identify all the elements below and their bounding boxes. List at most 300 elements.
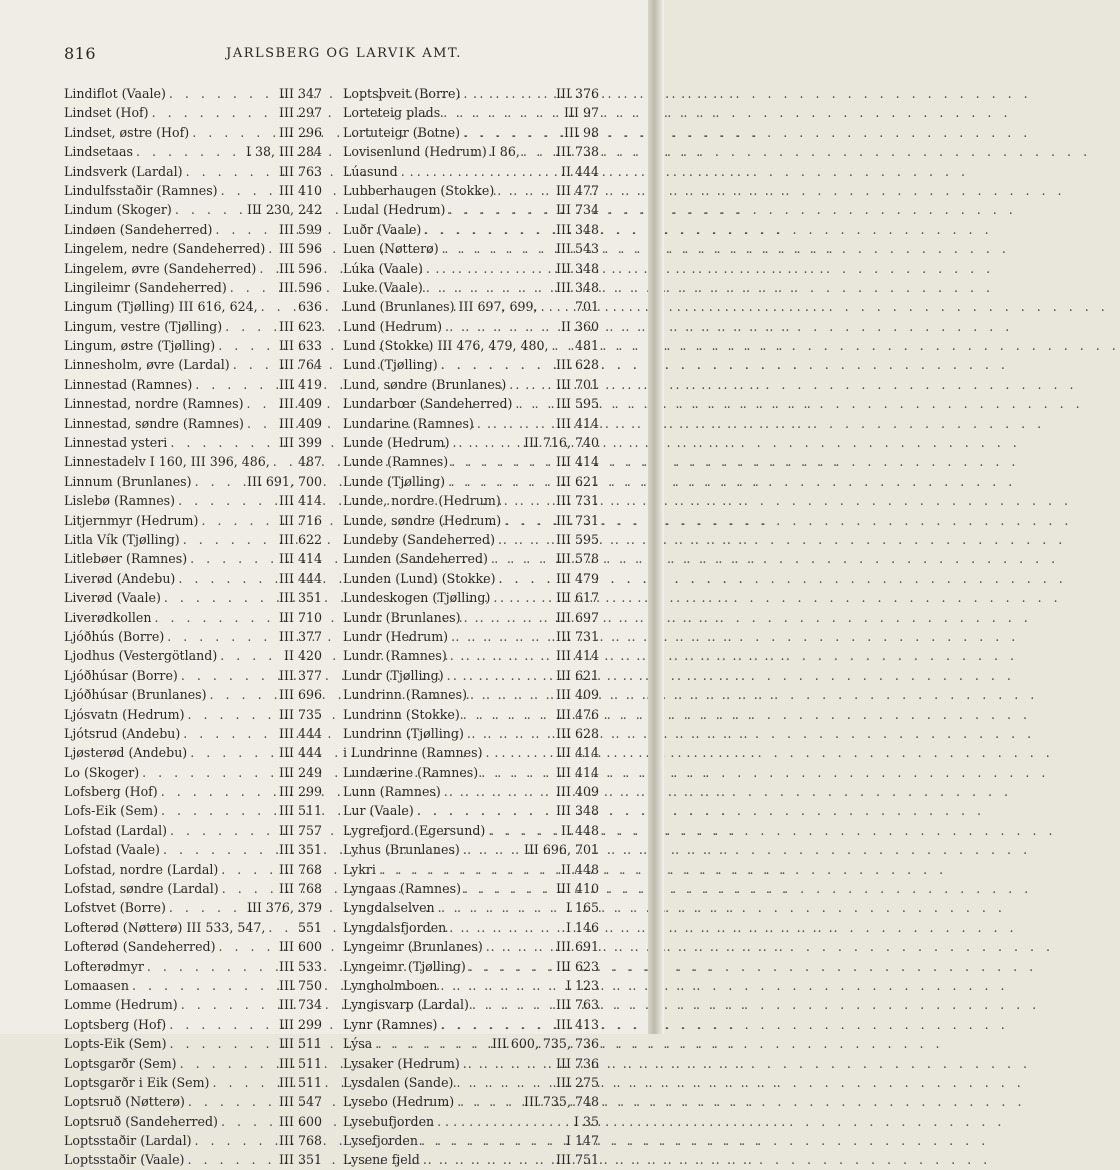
entry-name: Lingum, østre (Tjølling): [64, 338, 216, 354]
entry-name: Lunden (Sandeherred): [343, 551, 488, 567]
index-entry: [64, 937, 322, 956]
index-entry: [343, 937, 599, 956]
entry-name: Loptsstaðir (Vaale): [64, 1152, 185, 1168]
entry-reference: III 348: [556, 260, 599, 276]
page-number: 816: [64, 44, 97, 63]
dot-leader: [247, 414, 276, 433]
entry-reference: III 691: [556, 939, 599, 955]
entry-name: Ludal (Hedrum): [343, 202, 446, 218]
index-entry: [64, 355, 322, 374]
entry-name: Lyngisvarp (Lardal): [343, 997, 469, 1013]
dot-leader: [273, 452, 295, 471]
dot-leader: [421, 1131, 563, 1150]
dot-leader: [212, 1073, 276, 1092]
index-entry: [343, 1034, 599, 1053]
index-entry: [343, 1131, 599, 1150]
dot-leader: [261, 297, 295, 316]
entry-name: Lunden (Lund) (Stokke): [343, 570, 496, 586]
dot-leader: [230, 278, 276, 297]
entry-reference: I 146: [565, 919, 599, 935]
running-title: JARLSBERG OG LARVIK AMT.: [226, 46, 462, 61]
entry-name: Lunde (Tjølling): [343, 473, 446, 489]
entry-name: Loptsþveit (Borre): [343, 86, 461, 101]
index-entry: [343, 1015, 599, 1034]
index-entry: [343, 103, 599, 122]
dot-leader: [470, 685, 553, 704]
dot-leader: [441, 355, 553, 374]
entry-reference: III 623: [279, 318, 322, 334]
dot-leader: [552, 336, 572, 355]
entry-reference: 551: [297, 919, 322, 935]
entry-reference: II 448: [561, 861, 599, 877]
entry-reference: III 377: [279, 667, 322, 683]
index-entry: [343, 549, 599, 568]
entry-name: Lomaasen: [64, 977, 129, 993]
index-entry: [343, 763, 599, 782]
entry-name: Lyngdalsfjorden: [343, 919, 447, 935]
entry-reference: III 511: [279, 803, 322, 819]
index-entry: [343, 278, 599, 297]
entry-name: i Lundrinne (Ramnes): [343, 745, 483, 761]
entry-name: Lundarine (Ramnes): [343, 415, 474, 431]
entry-name: Lyhus (Brunlanes): [343, 842, 460, 858]
entry-reference: III 414: [556, 764, 599, 780]
entry-reference: III 444: [279, 725, 322, 741]
entry-name: Luke (Vaale): [343, 279, 423, 295]
dot-leader: [147, 957, 276, 976]
entry-reference: III 710: [279, 609, 322, 625]
index-entry: [343, 705, 599, 724]
index-entry: [343, 898, 599, 917]
dot-leader: [170, 821, 276, 840]
entry-reference: III 413: [556, 1016, 599, 1032]
dot-leader: [190, 549, 276, 568]
index-entry: [64, 375, 322, 394]
dot-leader: [438, 898, 563, 917]
entry-name: Lysebufjorden: [343, 1113, 435, 1129]
entry-reference: III 348: [556, 221, 599, 237]
dot-leader: [457, 1092, 521, 1111]
entry-reference: III 736: [556, 1055, 599, 1071]
entry-name: Lindøen (Sandeherred): [64, 221, 213, 237]
index-entry: [343, 142, 599, 161]
index-entry: [64, 142, 322, 161]
index-entry: [343, 181, 599, 200]
entry-name: Lúasund: [343, 163, 398, 179]
entry-reference: III 376, 379: [246, 900, 322, 916]
entry-reference: III 547: [279, 1094, 322, 1110]
dot-leader: [183, 530, 276, 549]
dot-leader: [167, 627, 276, 646]
index-entry: [64, 898, 322, 917]
entry-name: Lopts-Eik (Sem): [64, 1036, 167, 1052]
entry-reference: 487: [297, 454, 322, 470]
entry-name: Lyngeimr (Brunlanes): [343, 939, 483, 955]
index-entry: [343, 918, 599, 937]
dot-leader: [220, 646, 281, 665]
entry-name: Lofstvet (Borre): [64, 900, 166, 916]
entry-name: Lingelem, nedre (Sandeherred): [64, 241, 266, 257]
entry-reference: III 414: [279, 493, 322, 509]
entry-reference: I 38, III 284: [246, 144, 322, 160]
entry-reference: III 738: [556, 144, 599, 160]
entry-name: Lur (Vaale): [343, 803, 414, 819]
dot-leader: [485, 743, 553, 762]
entry-name: Liverød (Andebu): [64, 570, 176, 586]
entry-name: Lortuteigr (Botne): [343, 124, 461, 140]
entry-name: Lysebo (Hedrum): [343, 1094, 455, 1110]
entry-reference: III 621: [556, 473, 599, 489]
index-entry: [343, 1073, 599, 1092]
entry-name: Lundærine (Ramnes): [343, 764, 479, 780]
entry-name: Lunde (Hedrum): [343, 435, 450, 451]
entry-name: Luðr (Vaale): [343, 221, 422, 237]
index-entry: [64, 530, 322, 549]
index-entry: [343, 860, 599, 879]
entry-name: Liverød (Vaale): [64, 590, 161, 606]
dot-leader: [259, 259, 276, 278]
entry-name: Lunn (Ramnes): [343, 784, 441, 800]
entry-reference: III 409: [279, 415, 322, 431]
entry-name: Lundeskogen (Tjølling): [343, 590, 491, 606]
entry-reference: III 701: [556, 376, 599, 392]
entry-reference: III 409: [556, 784, 599, 800]
dot-leader: [178, 491, 276, 510]
index-entry: [64, 1054, 322, 1073]
entry-reference: II 444: [561, 163, 599, 179]
index-entry: [64, 511, 322, 530]
entry-name: Lund, søndre (Brunlanes): [343, 376, 507, 392]
dot-leader: [515, 394, 553, 413]
entry-name: Lofstad, søndre (Lardal): [64, 881, 219, 897]
dot-leader: [195, 1131, 277, 1150]
entry-reference: III 596: [279, 241, 322, 257]
entry-reference: III 511: [279, 1055, 322, 1071]
index-entry: [343, 666, 599, 685]
index-entry: [64, 627, 322, 646]
entry-name: Lundr (Tjølling): [343, 667, 444, 683]
index-entry: [64, 472, 322, 491]
entry-name: Linnum (Brunlanes): [64, 473, 192, 489]
entry-name: Lo (Skoger): [64, 764, 140, 780]
index-entry: [343, 995, 599, 1014]
entry-reference: III 628: [556, 725, 599, 741]
dot-leader: [268, 918, 295, 937]
index-entry: [343, 336, 599, 355]
index-entry: [64, 879, 322, 898]
entry-name: Lindum (Skoger): [64, 202, 172, 218]
index-entry: [64, 549, 322, 568]
entry-reference: III 691, 700: [246, 473, 322, 489]
entry-name: Lysaker (Hedrum): [343, 1055, 460, 1071]
index-entry: [64, 394, 322, 413]
dot-leader: [190, 743, 276, 762]
entry-reference: III 600: [279, 939, 322, 955]
dot-leader: [164, 588, 276, 607]
dot-leader: [136, 142, 243, 161]
index-entry: [64, 1112, 322, 1131]
dot-leader: [486, 937, 553, 956]
entry-reference: III 414: [279, 551, 322, 567]
index-entry: [343, 976, 599, 995]
index-entry: [64, 1092, 322, 1111]
index-entry: [64, 705, 322, 724]
entry-reference: II 360: [561, 318, 599, 334]
dot-leader: [187, 1150, 276, 1169]
entry-name: Litjernmyr (Hedrum): [64, 512, 199, 528]
index-entry: [64, 782, 322, 801]
entry-name: Lindsverk (Lardal): [64, 163, 183, 179]
entry-reference: III 97: [564, 105, 599, 121]
entry-name: Ljøsterød (Andebu): [64, 745, 188, 761]
index-entry: [64, 297, 322, 316]
entry-name: Lingelem, øvre (Sandeherred): [64, 260, 257, 276]
entry-name: Loptsruð (Nøtterø): [64, 1094, 185, 1110]
index-entry: [343, 879, 599, 898]
index-entry: [343, 821, 599, 840]
dot-leader: [463, 84, 553, 103]
dot-leader: [423, 1150, 553, 1169]
entry-name: Lofterød (Nøtterø) III 533, 547,: [64, 919, 266, 935]
entry-reference: III 477: [556, 182, 599, 198]
index-entry: [64, 103, 322, 122]
entry-name: Lomme (Hedrum): [64, 997, 178, 1013]
entry-name: Lingum, vestre (Tjølling): [64, 318, 223, 334]
index-entry: [64, 918, 322, 937]
dot-leader: [180, 1054, 276, 1073]
dot-leader: [195, 472, 244, 491]
index-column-left: [64, 84, 322, 1170]
entry-reference: III 347: [279, 86, 322, 101]
index-entry: [64, 414, 322, 433]
index-entry: [64, 666, 322, 685]
index-entry: [64, 801, 322, 820]
entry-reference: III 399: [279, 435, 322, 451]
entry-reference: III 578: [556, 551, 599, 567]
index-entry: [64, 743, 322, 762]
dot-leader: [181, 666, 276, 685]
dot-leader: [161, 782, 276, 801]
entry-name: Ljósvatn (Hedrum): [64, 706, 185, 722]
entry-reference: II 448: [561, 822, 599, 838]
entry-name: Litlebøer (Ramnes): [64, 551, 188, 567]
dot-leader: [233, 355, 276, 374]
dot-leader: [481, 763, 553, 782]
dot-leader: [183, 724, 276, 743]
entry-name: Lindset, østre (Hof): [64, 124, 190, 140]
entry-name: Litla Vík (Tjølling): [64, 531, 180, 547]
entry-name: Lund (Stokke) III 476, 479, 480,: [343, 338, 549, 354]
index-entry: [343, 724, 599, 743]
entry-name: Linnesholm, øvre (Lardal): [64, 357, 230, 373]
entry-name: Lofterød (Sandeherred): [64, 939, 216, 955]
index-entry: [64, 957, 322, 976]
entry-name: Lundarbœr (Sandeherred): [343, 396, 513, 412]
entry-reference: III 409: [279, 396, 322, 412]
entry-reference: III 299: [279, 784, 322, 800]
entry-reference: III 621: [556, 667, 599, 683]
dot-leader: [445, 317, 558, 336]
entry-reference: III 414: [556, 415, 599, 431]
index-entry: [343, 511, 599, 530]
entry-reference: III 410: [556, 881, 599, 897]
entry-name: Lysene fjeld: [343, 1152, 420, 1168]
index-entry: [343, 394, 599, 413]
dot-leader: [448, 200, 553, 219]
dot-leader: [463, 1054, 553, 1073]
dot-leader: [169, 1015, 276, 1034]
entry-reference: III 410: [279, 182, 322, 198]
dot-leader: [221, 1112, 276, 1131]
dot-leader: [504, 491, 553, 510]
entry-name: Lund (Brunlanes) III 697, 699,: [343, 299, 538, 315]
entry-reference: III 734: [556, 202, 599, 218]
dot-leader: [186, 162, 276, 181]
entry-name: Lofstad (Lardal): [64, 822, 168, 838]
index-entry: [343, 1054, 599, 1073]
dot-leader: [448, 472, 553, 491]
dot-leader: [440, 1015, 553, 1034]
index-entry: [343, 162, 599, 181]
entry-reference: III 230, 242: [246, 202, 322, 218]
page-header: [64, 44, 624, 66]
dot-leader: [221, 860, 276, 879]
index-entry: [64, 239, 322, 258]
dot-leader: [523, 142, 553, 161]
entry-name: Lundrinn (Tjølling): [343, 725, 464, 741]
entry-reference: III 716, 740: [523, 435, 599, 451]
entry-reference: III 768: [279, 1133, 322, 1149]
entry-reference: I 165: [565, 900, 599, 916]
dot-leader: [163, 840, 276, 859]
index-entry: [343, 530, 599, 549]
dot-leader: [541, 297, 572, 316]
dot-leader: [219, 937, 277, 956]
dot-leader: [450, 646, 553, 665]
dot-leader: [469, 957, 553, 976]
dot-leader: [444, 782, 553, 801]
entry-name: Lyngholmboen: [343, 977, 438, 993]
entry-name: Lofstad, nordre (Lardal): [64, 861, 219, 877]
entry-name: Loptsgarðr (Sem): [64, 1055, 177, 1071]
index-entry: [343, 569, 599, 588]
entry-reference: III 351: [279, 1152, 322, 1168]
index-entry: [64, 336, 322, 355]
entry-name: Lindsetaas: [64, 144, 134, 160]
entry-reference: III 249: [279, 764, 322, 780]
index-entry: [343, 608, 599, 627]
dot-leader: [181, 995, 276, 1014]
index-entry: [343, 588, 599, 607]
entry-reference: III 409: [556, 687, 599, 703]
index-entry: [343, 801, 599, 820]
entry-name: Loptsgarðr i Eik (Sem): [64, 1074, 210, 1090]
dot-leader: [417, 801, 553, 820]
entry-reference: III 595: [556, 531, 599, 547]
dot-leader: [443, 103, 561, 122]
index-entry: [343, 685, 599, 704]
entry-name: Linnestad, søndre (Ramnes): [64, 415, 244, 431]
index-entry: [343, 239, 599, 258]
dot-leader: [497, 181, 553, 200]
entry-reference: III 763: [279, 163, 322, 179]
entry-name: Lysefjorden: [343, 1133, 418, 1149]
entry-name: Lund (Hedrum): [343, 318, 443, 334]
index-entry: [343, 957, 599, 976]
dot-leader: [195, 375, 276, 394]
entry-name: Lundr (Brunlanes): [343, 609, 461, 625]
index-entry: [64, 608, 322, 627]
index-entry: [343, 317, 599, 336]
dot-leader: [175, 200, 244, 219]
dot-leader: [247, 394, 277, 413]
index-entry: [343, 452, 599, 471]
index-entry: [343, 491, 599, 510]
dot-leader: [221, 181, 276, 200]
index-entry: [343, 472, 599, 491]
index-entry: [64, 821, 322, 840]
dot-leader: [215, 220, 276, 239]
index-entry: [64, 181, 322, 200]
entry-reference: III 735: [279, 706, 322, 722]
dot-leader: [188, 1092, 276, 1111]
index-entry: [343, 840, 599, 859]
entry-reference: III 414: [556, 745, 599, 761]
dot-leader: [447, 666, 553, 685]
entry-reference: III 716: [279, 512, 322, 528]
entry-reference: III 768: [279, 861, 322, 877]
dot-leader: [491, 549, 553, 568]
entry-name: Lingum (Tjølling) III 616, 624,: [64, 299, 258, 315]
entry-name: Linnestad, nordre (Ramnes): [64, 396, 244, 412]
dot-leader: [440, 976, 563, 995]
dot-leader: [464, 608, 553, 627]
index-entry: [64, 220, 322, 239]
entry-name: Loptsberg (Hof): [64, 1016, 167, 1032]
entry-name: Lundr (Ramnes): [343, 648, 447, 664]
entry-reference: III 768: [279, 881, 322, 897]
entry-name: Lykri: [343, 861, 376, 877]
dot-leader: [268, 239, 276, 258]
dot-leader: [449, 918, 563, 937]
entry-name: Lundr (Hedrum): [343, 628, 449, 644]
index-entry: [343, 1092, 599, 1111]
index-entry: [343, 414, 599, 433]
index-entry: [64, 588, 322, 607]
dot-leader: [161, 801, 276, 820]
index-entry: [343, 646, 599, 665]
entry-reference: III 275: [556, 1074, 599, 1090]
entry-reference: III 414: [556, 454, 599, 470]
entry-reference: III 757: [279, 822, 322, 838]
entry-name: Lundeby (Sandeherred): [343, 531, 495, 547]
dot-leader: [477, 414, 553, 433]
entry-name: Lorteteig plads: [343, 105, 441, 121]
entry-name: Lofsberg (Hof): [64, 784, 158, 800]
entry-reference: III 750: [279, 977, 322, 993]
dot-leader: [456, 1073, 553, 1092]
index-entry: [64, 860, 322, 879]
index-entry: [343, 84, 599, 103]
page-edge: [648, 0, 664, 1034]
entry-reference: III 751: [556, 1152, 599, 1168]
entry-reference: III 731: [556, 493, 599, 509]
entry-reference: III 351: [279, 842, 322, 858]
entry-reference: III 764: [279, 357, 322, 373]
dot-leader: [451, 452, 553, 471]
entry-reference: III 596: [279, 260, 322, 276]
dot-leader: [453, 433, 521, 452]
